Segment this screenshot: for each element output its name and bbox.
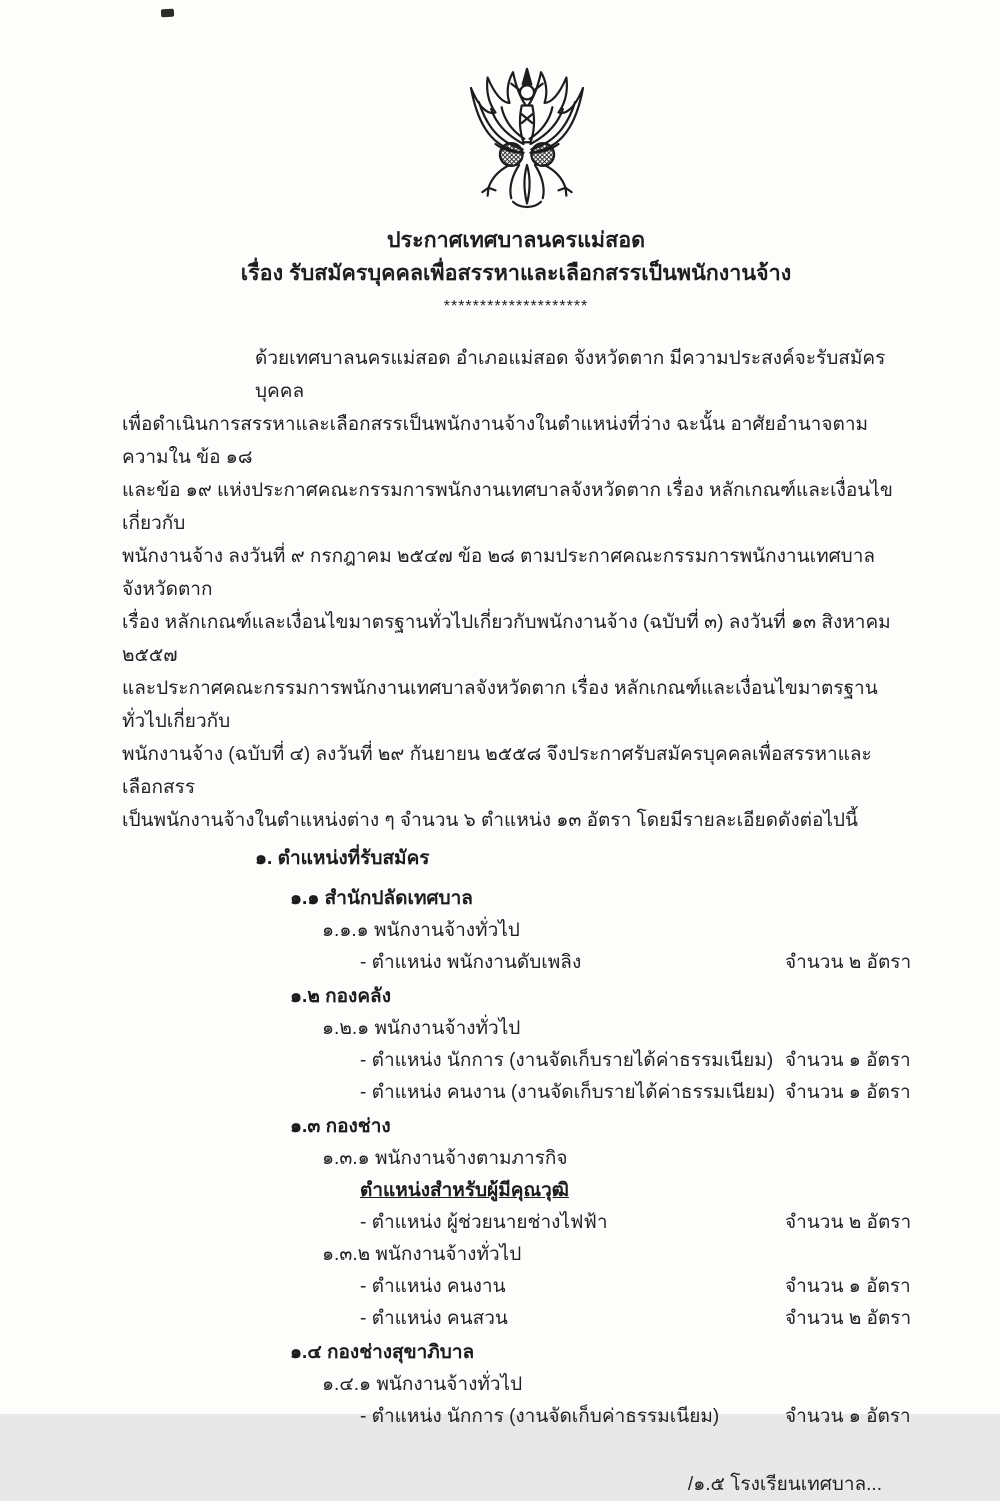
position-row xyxy=(122,1207,910,1239)
intro-line-4: พนักงานจ้าง ลงวันที่ ๙ กรกฎาคม ๒๕๔๗ ข้อ ๒๘ ตามประกาศคณะกรรมการพนักงานเทศบาลจังหวัดตาก xyxy=(122,546,876,600)
position-title: - ตำแหน่ง คนงาน xyxy=(360,1276,506,1297)
department-heading: ๑.๓ กองช่าง xyxy=(290,1116,391,1137)
position-row xyxy=(122,947,910,979)
position-row xyxy=(122,1271,910,1303)
position-count: จำนวน ๑ อัตรา xyxy=(785,1276,911,1297)
intro-line-2: เพื่อดำเนินการสรรหาและเลือกสรรเป็นพนักงานจ้างในตำแหน่งที่ว่าง ฉะนั้น อาศัยอำนาจตามความใน ข้อ ๑๘ xyxy=(122,414,869,468)
intro-paragraph xyxy=(122,342,910,837)
intro-line-8: เป็นพนักงานจ้างในตำแหน่งต่าง ๆ จำนวน ๖ ตำแหน่ง ๑๓ อัตรา โดยมีรายละเอียดดังต่อไปนี้ xyxy=(122,810,858,831)
position-row xyxy=(122,1401,910,1433)
intro-line-5: เรื่อง หลักเกณฑ์และเงื่อนไขมาตรฐานทั่วไปเกี่ยวกับพนักงานจ้าง (ฉบับที่ ๓) ลงวันที่ ๑๓ สิงหาคม ๒๕๕๗ xyxy=(122,612,891,666)
department-heading: ๑.๒ กองคลัง xyxy=(290,986,391,1007)
scan-artifact-mark xyxy=(161,9,174,18)
employment-group: ๑.๔.๑ พนักงานจ้างทั่วไป xyxy=(322,1374,523,1395)
intro-line-1: ด้วยเทศบาลนครแม่สอด อำเภอแม่สอด จังหวัดตาก มีความประสงค์จะรับสมัครบุคคล xyxy=(255,348,886,402)
intro-line-7: พนักงานจ้าง (ฉบับที่ ๔) ลงวันที่ ๒๙ กันยายน ๒๕๕๘ จึงประกาศรับสมัครบุคคลเพื่อสรรหาและเลือกสรร xyxy=(122,744,872,798)
document-subject: เรื่อง รับสมัครบุคคลเพื่อสรรหาและเลือกสรรเป็นพนักงานจ้าง xyxy=(240,261,792,285)
employment-group: ๑.๓.๒ พนักงานจ้างทั่วไป xyxy=(322,1244,522,1265)
page-continuation-marker: /๑.๕ โรงเรียนเทศบาล... xyxy=(687,1474,882,1495)
separator-stars: ******************** xyxy=(443,298,589,315)
document-content xyxy=(122,224,910,1501)
department-block-1-1 xyxy=(122,883,910,979)
department-heading: ๑.๑ สำนักปลัดเทศบาล xyxy=(290,888,473,909)
position-row xyxy=(122,1045,910,1077)
employment-group: ๑.๑.๑ พนักงานจ้างทั่วไป xyxy=(322,920,520,941)
department-block-1-4 xyxy=(122,1337,910,1433)
department-heading: ๑.๔ กองช่างสุขาภิบาล xyxy=(290,1342,475,1363)
position-count: จำนวน ๑ อัตรา xyxy=(785,1406,911,1427)
position-count: จำนวน ๒ อัตรา xyxy=(785,1212,912,1233)
department-block-1-2 xyxy=(122,981,910,1109)
position-title: - ตำแหน่ง คนงาน (งานจัดเก็บรายได้ค่าธรรมเนียม) xyxy=(360,1082,775,1103)
position-title: - ตำแหน่ง คนสวน xyxy=(360,1308,508,1329)
intro-line-3: และข้อ ๑๙ แห่งประกาศคณะกรรมการพนักงานเทศบาลจังหวัดตาก เรื่อง หลักเกณฑ์และเงื่อนไขเกี่ยวกับ xyxy=(122,480,893,534)
position-row xyxy=(122,1077,910,1109)
position-count: จำนวน ๑ อัตรา xyxy=(785,1050,911,1071)
position-title: - ตำแหน่ง ผู้ช่วยนายช่างไฟฟ้า xyxy=(360,1212,608,1233)
employment-group: ๑.๓.๑ พนักงานจ้างตามภารกิจ xyxy=(322,1148,568,1169)
position-count: จำนวน ๒ อัตรา xyxy=(785,952,912,973)
position-title: - ตำแหน่ง พนักงานดับเพลิง xyxy=(360,952,582,973)
position-count: จำนวน ๑ อัตรา xyxy=(785,1082,911,1103)
garuda-emblem-icon xyxy=(440,64,615,224)
position-title: - ตำแหน่ง นักการ (งานจัดเก็บค่าธรรมเนียม) xyxy=(360,1406,720,1427)
document-title: ประกาศเทศบาลนครแม่สอด xyxy=(386,228,646,252)
intro-line-6: และประกาศคณะกรรมการพนักงานเทศบาลจังหวัดตาก เรื่อง หลักเกณฑ์และเงื่อนไขมาตรฐานทั่วไปเกี่ยวกับ xyxy=(122,678,878,732)
position-row xyxy=(122,1303,910,1335)
qualification-note: ตำแหน่งสำหรับผู้มีคุณวุฒิ xyxy=(360,1180,569,1201)
position-title: - ตำแหน่ง นักการ (งานจัดเก็บรายได้ค่าธรรมเนียม) xyxy=(360,1050,774,1071)
section-1-heading: ๑. ตำแหน่งที่รับสมัคร xyxy=(255,848,430,869)
department-block-1-3 xyxy=(122,1111,910,1335)
position-count: จำนวน ๒ อัตรา xyxy=(785,1308,912,1329)
employment-group: ๑.๒.๑ พนักงานจ้างทั่วไป xyxy=(322,1018,521,1039)
